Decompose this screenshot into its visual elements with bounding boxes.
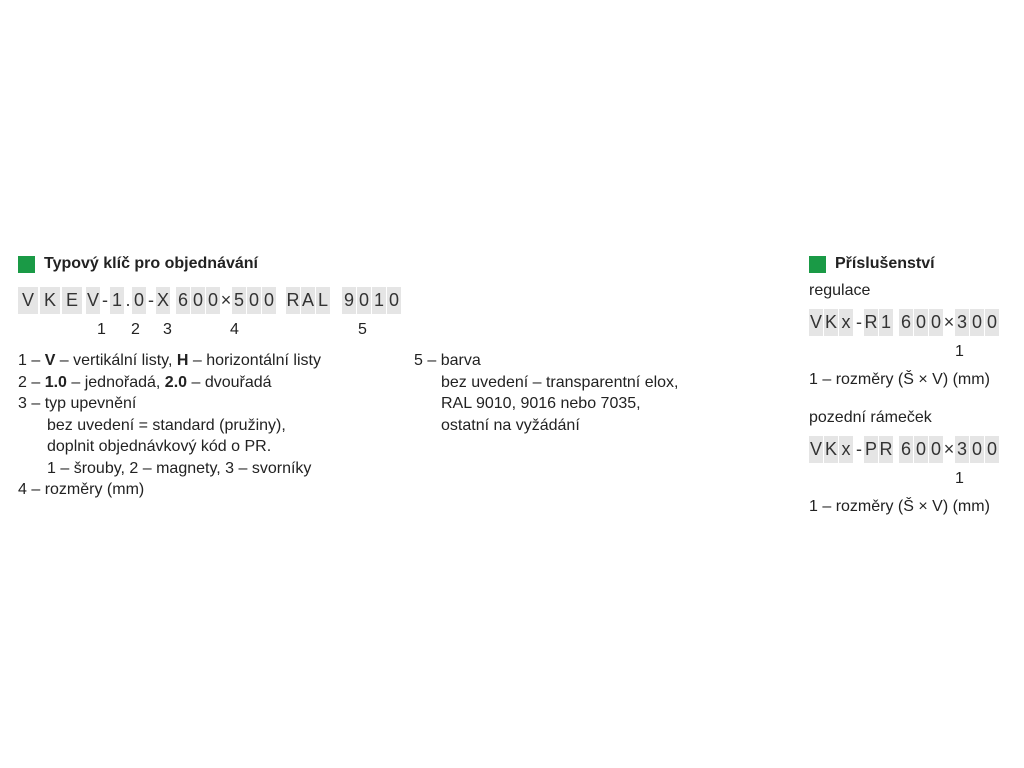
index-1: 1 bbox=[97, 321, 106, 338]
green-square-icon bbox=[809, 256, 826, 273]
code-cell: 0 bbox=[206, 287, 220, 314]
code-cell: x bbox=[839, 436, 853, 463]
legend-line-7: 4 – rozměry (mm) bbox=[18, 481, 145, 498]
code-cell: 0 bbox=[914, 436, 928, 463]
code-cell: K bbox=[824, 436, 838, 463]
regulation-label: regulace bbox=[809, 282, 871, 299]
code-cell: V bbox=[86, 287, 100, 314]
accessories-title: Příslušenství bbox=[835, 255, 935, 272]
wall-frame-note: 1 – rozměry (Š × V) (mm) bbox=[809, 498, 990, 515]
code-cell: 0 bbox=[970, 436, 984, 463]
code-cell: 0 bbox=[929, 436, 943, 463]
code-cell: V bbox=[809, 436, 823, 463]
code-cell: 9 bbox=[342, 287, 356, 314]
code-cell: 0 bbox=[985, 436, 999, 463]
code-cell: - bbox=[102, 290, 108, 310]
code-cell: 1 bbox=[879, 309, 893, 336]
code-cell: R bbox=[864, 309, 878, 336]
code-cell: 0 bbox=[970, 309, 984, 336]
code-cell: × bbox=[943, 439, 955, 459]
code-cell: - bbox=[856, 439, 862, 459]
code-cell: 0 bbox=[191, 287, 205, 314]
wall-frame-label: pozední rámeček bbox=[809, 409, 932, 426]
code-cell: L bbox=[316, 287, 330, 314]
code-cell: 1 bbox=[372, 287, 386, 314]
code-cell: K bbox=[824, 309, 838, 336]
code-cell: K bbox=[40, 287, 60, 314]
code-cell: 6 bbox=[899, 436, 913, 463]
index-5: 5 bbox=[358, 321, 367, 338]
code-cell: 0 bbox=[247, 287, 261, 314]
code-cell: x bbox=[839, 309, 853, 336]
legend-line-6: 1 – šrouby, 2 – magnety, 3 – svorníky bbox=[47, 459, 312, 477]
wall-frame-index: 1 bbox=[955, 470, 964, 487]
code-cell: A bbox=[301, 287, 315, 314]
legend-line-2: 2 – 1.0 – jednořadá, 2.0 – dvouřadá bbox=[18, 373, 272, 391]
code-cell: 1 bbox=[110, 287, 124, 314]
order-key-heading bbox=[18, 253, 258, 275]
code-cell: V bbox=[809, 309, 823, 336]
code-cell: 5 bbox=[232, 287, 246, 314]
regulation-note: 1 – rozměry (Š × V) (mm) bbox=[809, 371, 990, 388]
green-square-icon bbox=[18, 256, 35, 273]
code-cell: R bbox=[879, 436, 893, 463]
legend-line-1: 1 – V – vertikální listy, H – horizontální listy bbox=[18, 352, 321, 369]
wall-frame-code-row bbox=[809, 436, 999, 463]
code-cell: 6 bbox=[176, 287, 190, 314]
code-cell: 0 bbox=[985, 309, 999, 336]
code-cell: - bbox=[856, 312, 862, 332]
code-cell: E bbox=[62, 287, 82, 314]
color-legend-line: bez uvedení – transparentní elox, bbox=[441, 373, 679, 391]
code-cell: V bbox=[18, 287, 38, 314]
color-legend-title: 5 – barva bbox=[414, 352, 481, 369]
color-legend-line: RAL 9010, 9016 nebo 7035, bbox=[441, 395, 641, 412]
code-cell: 0 bbox=[929, 309, 943, 336]
regulation-code-row bbox=[809, 309, 999, 336]
code-cell: 0 bbox=[262, 287, 276, 314]
legend-line-3: 3 – typ upevnění bbox=[18, 395, 137, 412]
code-cell: 0 bbox=[357, 287, 371, 314]
code-cell: P bbox=[864, 436, 878, 463]
code-cell: 0 bbox=[914, 309, 928, 336]
accessories-heading bbox=[809, 253, 935, 275]
color-legend-line: ostatní na vyžádání bbox=[441, 416, 580, 434]
code-cell: 6 bbox=[899, 309, 913, 336]
code-cell: R bbox=[286, 287, 300, 314]
code-cell: × bbox=[943, 312, 955, 332]
code-cell: 3 bbox=[955, 309, 969, 336]
code-cell: 3 bbox=[955, 436, 969, 463]
code-cell: - bbox=[148, 290, 154, 310]
code-cell: X bbox=[156, 287, 170, 314]
code-cell: × bbox=[220, 290, 232, 310]
index-2: 2 bbox=[131, 321, 140, 338]
index-3: 3 bbox=[163, 321, 172, 338]
code-cell: 0 bbox=[132, 287, 146, 314]
code-cell: 0 bbox=[387, 287, 401, 314]
legend-line-4: bez uvedení = standard (pružiny), bbox=[47, 416, 286, 434]
order-code-row bbox=[18, 287, 401, 314]
legend-line-5: doplnit objednávkový kód o PR. bbox=[47, 438, 272, 455]
regulation-index: 1 bbox=[955, 343, 964, 360]
order-key-title: Typový klíč pro objednávání bbox=[44, 255, 258, 272]
index-4: 4 bbox=[230, 321, 239, 338]
code-cell: . bbox=[125, 290, 131, 310]
